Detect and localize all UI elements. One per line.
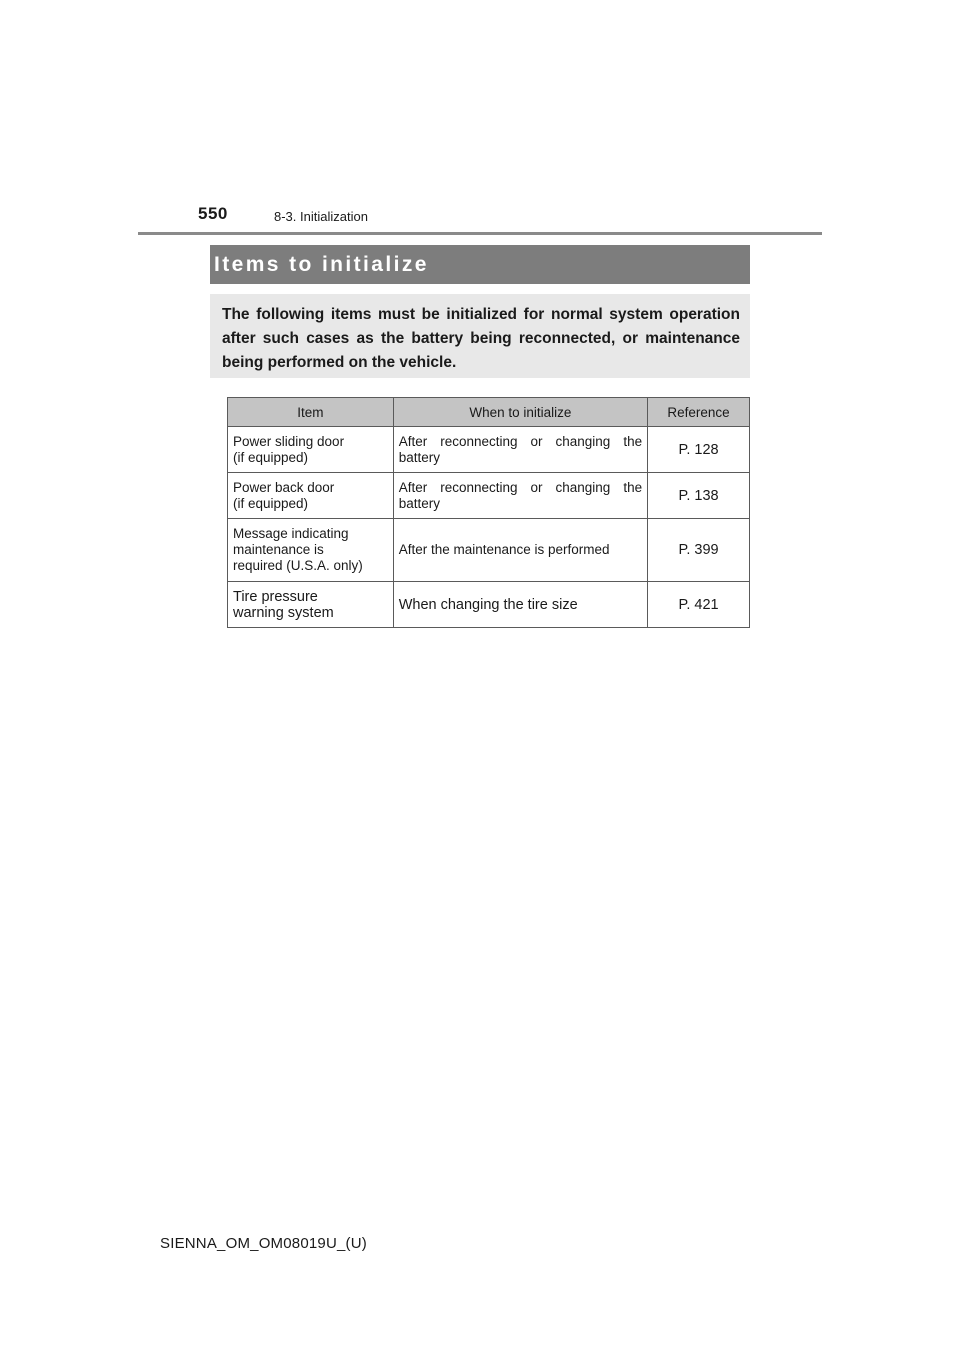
intro-box — [210, 294, 750, 378]
when-cell: After reconnecting or changing the battery — [393, 473, 647, 519]
reference-link[interactable]: P. 399 — [648, 519, 750, 582]
item-line: Power back door — [233, 479, 335, 495]
reference-link[interactable]: P. 421 — [648, 582, 750, 628]
item-line: Message indicating — [233, 526, 349, 541]
when-cell: When changing the tire size — [393, 582, 647, 628]
column-header-reference: Reference — [648, 398, 750, 427]
column-header-when: When to initialize — [393, 398, 647, 427]
intro-text: The following items must be initialized for normal system operation after such cases as the battery being reconnected, or maintenance being performed on the vehicle. — [222, 306, 740, 371]
header-divider — [138, 232, 822, 235]
page-number: 550 — [198, 204, 228, 223]
table-header-row — [228, 398, 750, 427]
item-line: (if equipped) — [233, 495, 309, 511]
item-cell — [228, 427, 394, 473]
item-cell — [228, 582, 394, 628]
document-code: SIENNA_OM_OM08019U_(U) — [160, 1235, 367, 1252]
table-row — [228, 473, 750, 519]
item-cell — [228, 519, 394, 582]
column-header-item: Item — [228, 398, 394, 427]
item-line: warning system — [233, 604, 334, 621]
item-cell — [228, 473, 394, 519]
section-title-bar — [210, 245, 750, 284]
item-line: Power sliding door — [233, 433, 345, 449]
item-line: maintenance is — [233, 542, 324, 557]
reference-link[interactable]: P. 138 — [648, 473, 750, 519]
table-row — [228, 519, 750, 582]
when-cell: After reconnecting or changing the battery — [393, 427, 647, 473]
table-row — [228, 582, 750, 628]
reference-link[interactable]: P. 128 — [648, 427, 750, 473]
section-title: Items to initialize — [214, 253, 429, 276]
initialization-table — [227, 397, 750, 628]
section-label: 8-3. Initialization — [274, 209, 368, 224]
table-row — [228, 427, 750, 473]
when-cell: After the maintenance is performed — [393, 519, 647, 582]
item-line: required (U.S.A. only) — [233, 558, 363, 573]
item-line: (if equipped) — [233, 449, 309, 465]
item-line: Tire pressure — [233, 588, 318, 605]
